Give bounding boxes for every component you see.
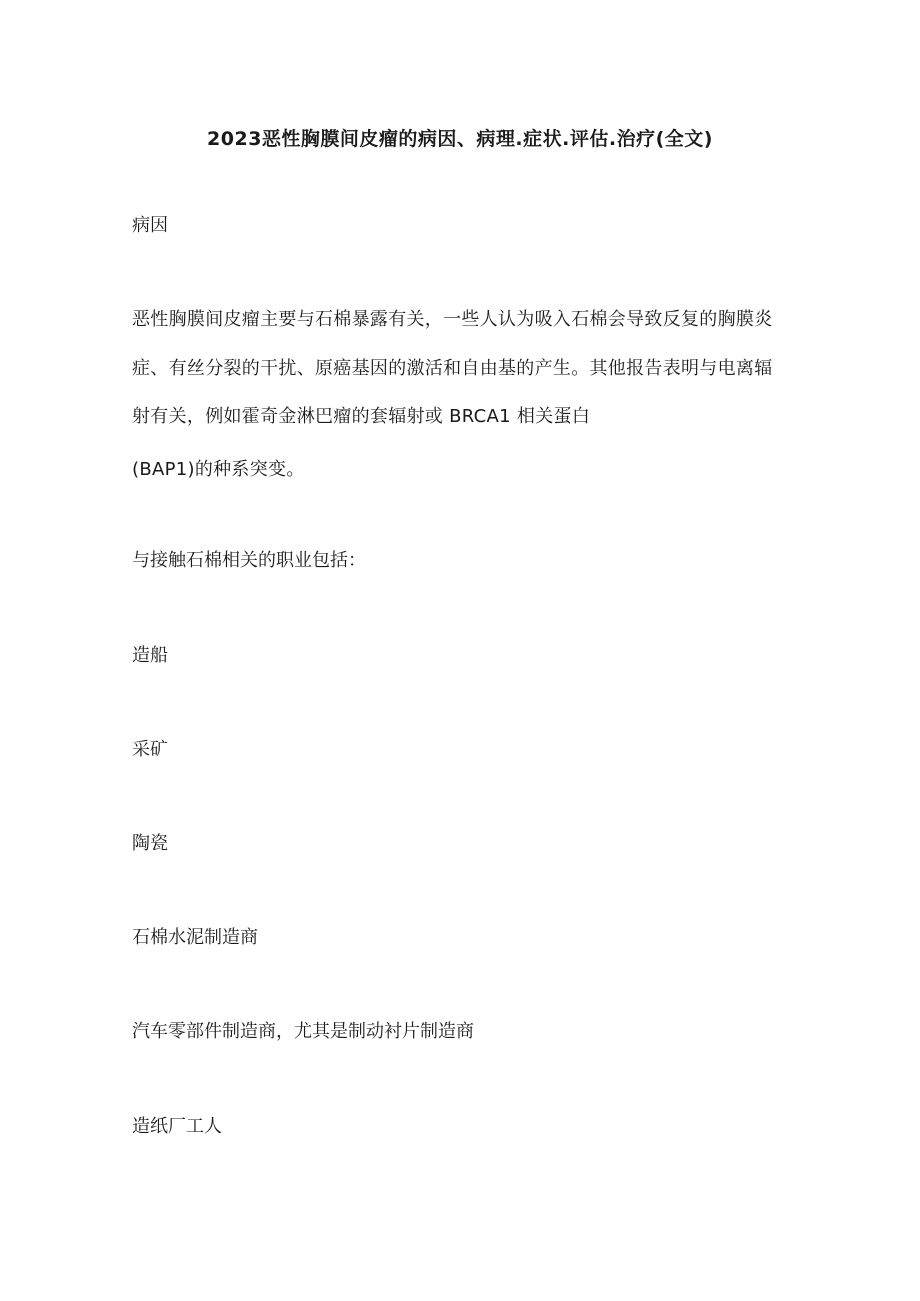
paragraph-line: 症、有丝分裂的干扰、原癌基因的激活和自由基的产生。其他报告表明与电离辐 [132,358,773,379]
list-item: 造船 [132,645,168,666]
paragraph-line: 恶性胸膜间皮瘤主要与石棉暴露有关，一些人认为吸入石棉会导致反复的胸膜炎 [132,309,773,330]
list-item: 石棉水泥制造商 [132,927,258,948]
list-item: 采矿 [132,739,168,760]
document-title: 2023恶性胸膜间皮瘤的病因、病理.症状.评估.治疗(全文) [207,128,713,150]
occupations-intro: 与接触石棉相关的职业包括： [132,550,366,571]
list-item: 造纸厂工人 [132,1116,222,1137]
paragraph-line: 射有关，例如霍奇金淋巴瘤的套辐射或 BRCA1 相关蛋白 [132,406,591,427]
section-heading: 病因 [132,215,168,236]
paragraph-line: (BAP1)的种系突变。 [132,459,305,480]
list-item: 汽车零部件制造商，尤其是制动衬片制造商 [132,1021,474,1042]
list-item: 陶瓷 [132,833,168,854]
